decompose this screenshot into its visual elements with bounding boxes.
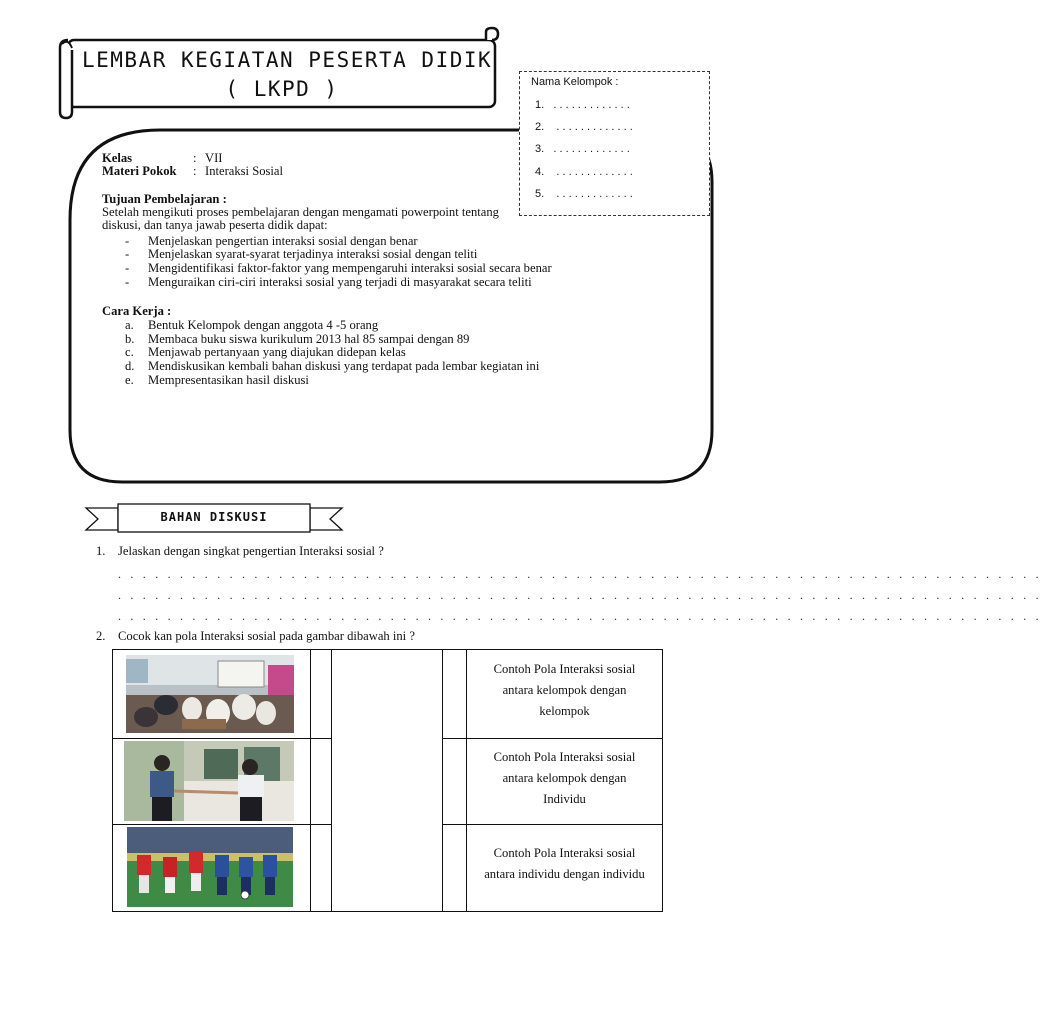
group-member-3[interactable]: 3. . . . . . . . . . . . . . — [535, 143, 630, 155]
materi-separator: : — [193, 164, 197, 178]
cara-item: Membaca buku siswa kurikulum 2013 hal 85 sampai dengan 89 — [148, 332, 470, 346]
cara-letter: b. — [125, 332, 135, 346]
cara-item: Bentuk Kelompok dengan anggota 4 -5 orang — [148, 318, 379, 332]
group-member-2[interactable]: 2. . . . . . . . . . . . . . — [535, 121, 633, 133]
description-line: Contoh Pola Interaksi sosial — [493, 750, 636, 764]
question-2-number: 2. — [96, 629, 106, 643]
group-member-1[interactable]: 1. . . . . . . . . . . . . . — [535, 99, 630, 111]
question-1-number: 1. — [96, 544, 106, 558]
pattern-description-group-individual — [467, 747, 662, 810]
cara-letter: e. — [125, 373, 134, 387]
question-1-text: Jelaskan dengan singkat pengertian Interaksi sosial ? — [118, 544, 384, 558]
cara-letter: c. — [125, 345, 134, 359]
tujuan-item: Menjelaskan syarat-syarat terjadinya interaksi sosial dengan teliti — [148, 247, 478, 261]
tujuan-bullet: - — [125, 247, 130, 261]
tujuan-intro-line2: diskusi, dan tanya jawab peserta didik dapat: — [102, 218, 328, 232]
kelas-separator: : — [193, 151, 197, 165]
description-line: Contoh Pola Interaksi sosial — [493, 662, 636, 676]
cara-kerja-heading: Cara Kerja : — [102, 304, 172, 318]
cara-item: Mempresentasikan hasil diskusi — [148, 373, 309, 387]
description-line: antara kelompok dengan — [502, 683, 627, 697]
description-line: Contoh Pola Interaksi sosial — [493, 846, 636, 860]
cara-item: Mendiskusikan kembali bahan diskusi yang terdapat pada lembar kegiatan ini — [148, 359, 540, 373]
cara-item: Menjawab pertanyaan yang diajukan didepan kelas — [148, 345, 406, 359]
kelas-value: VII — [205, 151, 223, 165]
answer-line[interactable]: . . . . . . . . . . . . . . . . . . . . . . . . . . . . . . . . . . . . . . . . . . . . . . . . . . . . . . . . . . . . . . . . . . . . . . . . . . . — [118, 609, 1042, 623]
handshake-photo — [124, 741, 294, 821]
answer-line[interactable]: . . . . . . . . . . . . . . . . . . . . . . . . . . . . . . . . . . . . . . . . . . . . . . . . . . . . . . . . . . . . . . . . . . . . . . . . . . . — [118, 567, 1042, 581]
tujuan-item: Mengidentifikasi faktor-faktor yang mempengaruhi interaksi sosial secara benar — [148, 261, 552, 275]
tujuan-bullet: - — [125, 234, 130, 248]
description-line: antara individu dengan individu — [484, 867, 645, 881]
group-name-box — [519, 71, 710, 216]
materi-value: Interaksi Sosial — [205, 164, 283, 178]
group-name-title: Nama Kelompok : — [531, 76, 619, 88]
cara-letter: d. — [125, 359, 135, 373]
question-2-text: Cocok kan pola Interaksi sosial pada gambar dibawah ini ? — [118, 629, 415, 643]
page-title: LEMBAR KEGIATAN PESERTA DIDIK — [82, 48, 493, 72]
pattern-description-individual-individual — [467, 843, 662, 885]
tujuan-intro-line1: Setelah mengikuti proses pembelajaran dengan mengamati powerpoint tentang — [102, 205, 499, 219]
football-match-photo — [127, 827, 293, 907]
kelas-label: Kelas — [102, 151, 133, 165]
group-member-4[interactable]: 4. . . . . . . . . . . . . . — [535, 166, 633, 178]
tujuan-bullet: - — [125, 261, 130, 275]
page-subtitle: ( LKPD ) — [225, 77, 339, 101]
group-member-5[interactable]: 5. . . . . . . . . . . . . . — [535, 188, 633, 200]
answer-line[interactable]: . . . . . . . . . . . . . . . . . . . . . . . . . . . . . . . . . . . . . . . . . . . . . . . . . . . . . . . . . . . . . . . . . . . . . . . . . . . — [118, 588, 1042, 602]
materi-label: Materi Pokok — [102, 164, 177, 178]
cara-letter: a. — [125, 318, 134, 332]
description-line: kelompok — [539, 704, 590, 718]
tujuan-heading: Tujuan Pembelajaran : — [102, 192, 227, 206]
tujuan-item: Menguraikan ciri-ciri interaksi sosial yang terjadi di masyarakat secara teliti — [148, 275, 532, 289]
pattern-description-group-group — [467, 659, 662, 722]
tujuan-item: Menjelaskan pengertian interaksi sosial dengan benar — [148, 234, 418, 248]
description-line: antara kelompok dengan — [502, 771, 627, 785]
tujuan-bullet: - — [125, 275, 130, 289]
description-line: Individu — [543, 792, 586, 806]
section-heading: BAHAN DISKUSI — [160, 510, 268, 524]
classroom-group-photo — [126, 655, 294, 733]
